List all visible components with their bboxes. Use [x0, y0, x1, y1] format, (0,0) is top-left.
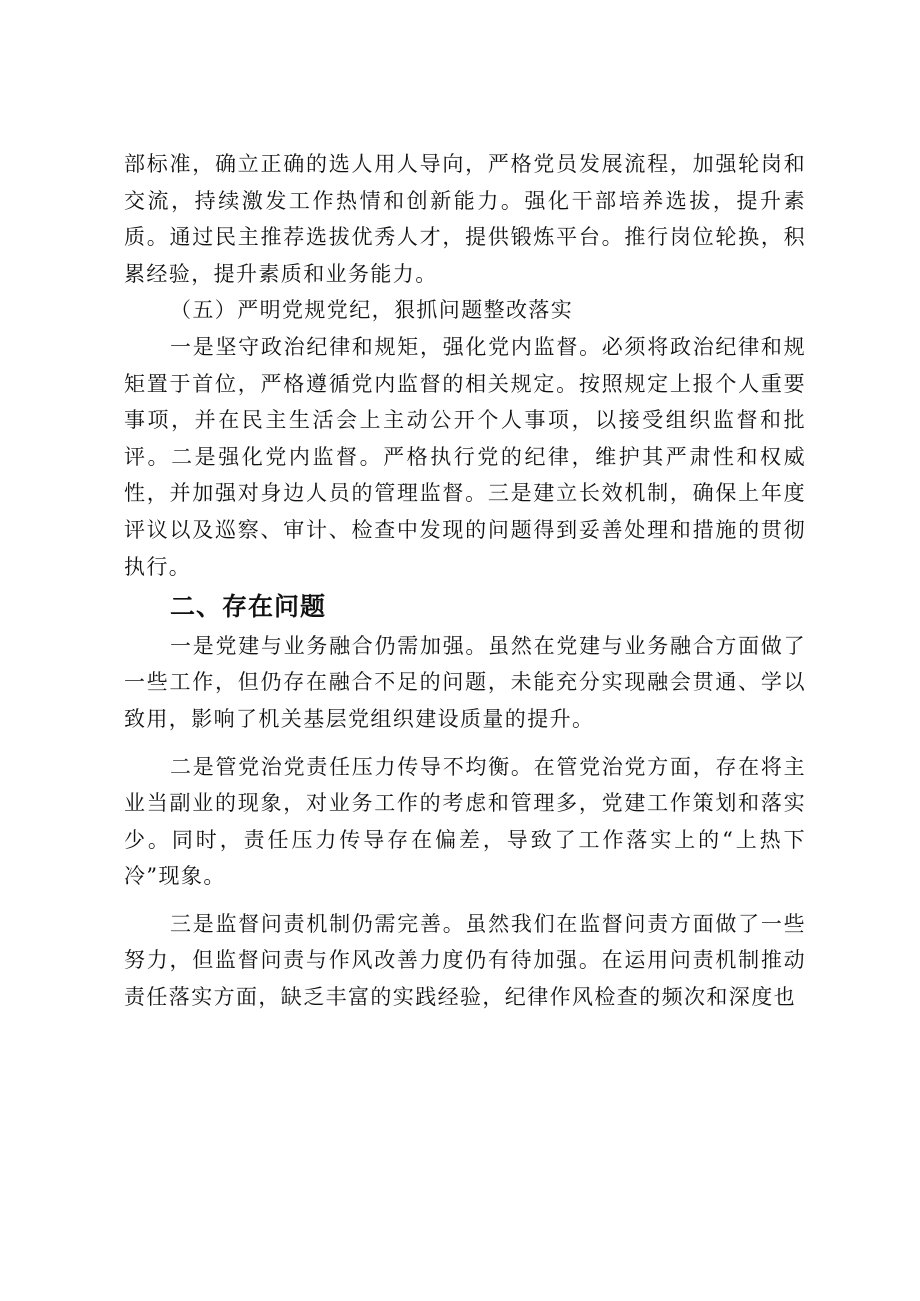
- document-page: [124, 146, 806, 1016]
- paragraph-continued: 部标准，确立正确的选人用人导向，严格党员发展流程，加强轮岗和交流，持续激发工作热情和创新能力。强化干部培养选拔，提升素质。通过民主推荐选拔优秀人才，提供锻炼平台。推行岗位轮换，积累经验，提升素质和业务能力。: [124, 152, 806, 286]
- paragraph-problem-2: 二是管党治党责任压力传导不均衡。在管党治党方面，存在将主业当副业的现象，对业务工作的考虑和管理多，党建工作策划和落实少。同时，责任压力传导存在偏差，导致了工作落实上的“上热下冷”现象。: [124, 754, 806, 889]
- paragraph-discipline: 一是坚守政治纪律和规矩，强化党内监督。必须将政治纪律和规矩置于首位，严格遵循党内监督的相关规定。按照规定上报个人重要事项，并在民主生活会上主动公开个人事项，以接受组织监督和批评。二是强化党内监督。严格执行党的纪律，维护其严肃性和权威性，并加强对身边人员的管理监督。三是建立长效机制，确保上年度评议以及巡察、审计、检查中发现的问题得到妥善处理和措施的贯彻执行。: [124, 334, 806, 579]
- section-heading-problems: 二、存在问题: [170, 592, 327, 622]
- paragraph-problem-3: 三是监督问责机制仍需完善。虽然我们在监督问责方面做了一些努力，但监督问责与作风改善力度仍有待加强。在运用问责机制推动责任落实方面，缺乏丰富的实践经验，纪律作风检查的频次和深度也: [124, 911, 806, 1010]
- paragraph-problem-1: 一是党建与业务融合仍需加强。虽然在党建与业务融合方面做了一些工作，但仍存在融合不足的问题，未能充分实现融会贯通、学以致用，影响了机关基层党组织建设质量的提升。: [124, 633, 806, 731]
- subheading-5: （五）严明党规党纪，狠抓问题整改落实: [170, 298, 574, 323]
